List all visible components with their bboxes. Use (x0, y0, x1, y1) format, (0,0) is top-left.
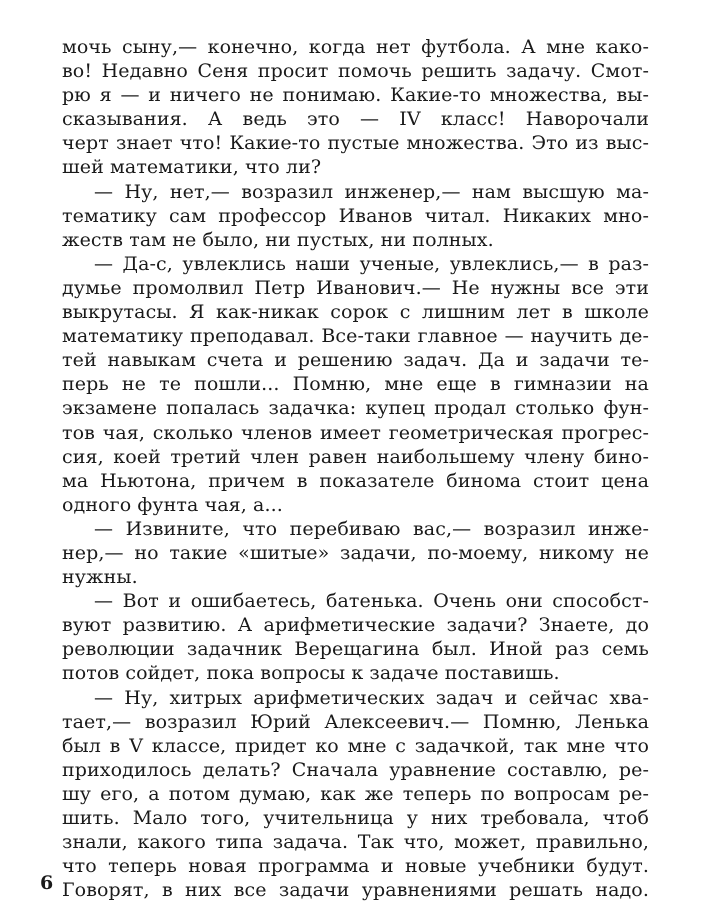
text-line: ма Ньютона, причем в показателе бинома стоит цена (62, 469, 649, 492)
text-line: — Ну, нет,— возразил инженер,— нам высшую ма- (94, 180, 649, 203)
text-line: тает,— возразил Юрий Алексеевич.— Помню, Ленька (62, 710, 649, 733)
text-line: что теперь новая программа и новые учебники будут. (62, 855, 649, 878)
text-line: шу его, а потом думаю, как же теперь по вопросам ре- (62, 782, 649, 805)
text-line: шей математики, что ли? (62, 156, 322, 179)
text-line: — Ну, хитрых арифметических задач и сейчас хва- (94, 686, 649, 709)
text-line: математику преподавал. Все-таки главное — научить де- (62, 325, 649, 348)
page-number: 6 (40, 872, 54, 894)
text-line: Говорят, в них все задачи уравнениями решать надо. (62, 879, 649, 902)
text-line: тей навыкам счета и решению задач. Да и задачи те- (62, 349, 649, 372)
text-line: во! Недавно Сеня просит помочь решить задачу. Смот- (62, 60, 649, 83)
text-line: мочь сыну,— конечно, когда нет футбола. А мне како- (62, 36, 649, 58)
text-line: — Извините, что перебиваю вас,— возразил инже- (94, 517, 649, 540)
text-line: тов чая, сколько членов имеет геометрическая прогрес- (62, 421, 649, 444)
text-line: перь не те пошли... Помню, мне еще в гимназии на (62, 373, 649, 396)
text-line: рю я — и ничего не понимаю. Какие-то множества, вы- (62, 84, 649, 107)
text-line: нер,— но такие «шитые» задачи, по-моему, никому не (62, 541, 649, 564)
text-line: экзамене попалась задачка: купец продал столько фун- (62, 397, 649, 420)
text-line: нужны. (62, 566, 138, 589)
page-text (62, 35, 649, 902)
text-line: был в V классе, придет ко мне с задачкой, так мне что (62, 734, 649, 757)
text-line: вуют развитию. А арифметические задачи? Знаете, до (62, 614, 649, 637)
text-line: потов сойдет, пока вопросы к задаче поставишь. (62, 662, 560, 685)
text-line: приходилось делать? Сначала уравнение составлю, ре- (62, 758, 649, 781)
text-line: тематику сам профессор Иванов читал. Никаких мно- (62, 204, 649, 227)
text-line: сия, коей третий член равен наибольшему члену бино- (62, 445, 649, 468)
text-line: — Да-с, увлеклись наши ученые, увлеклись,— в раз- (94, 252, 649, 275)
text-line: выкрутасы. Я как-никак сорок с лишним лет в школе (62, 301, 649, 324)
text-line: революции задачник Верещагина был. Иной раз семь (62, 638, 649, 661)
text-line: одного фунта чая, а... (62, 493, 283, 516)
text-line: черт знает что! Какие-то пустые множества. Это из выс- (62, 132, 649, 155)
text-line: шить. Мало того, учительница у них требовала, чтоб (62, 807, 649, 829)
text-line: сказывания. А ведь это — IV класс! Наворочали (62, 108, 649, 131)
text-line: знали, какого типа задача. Так что, может, правильно, (62, 831, 649, 854)
text-line: — Вот и ошибаетесь, батенька. Очень они способст- (94, 590, 649, 613)
text-line: думье промолвил Петр Иванович.— Не нужны все эти (62, 276, 649, 299)
text-line: жеств там не было, ни пустых, ни полных. (62, 228, 494, 251)
